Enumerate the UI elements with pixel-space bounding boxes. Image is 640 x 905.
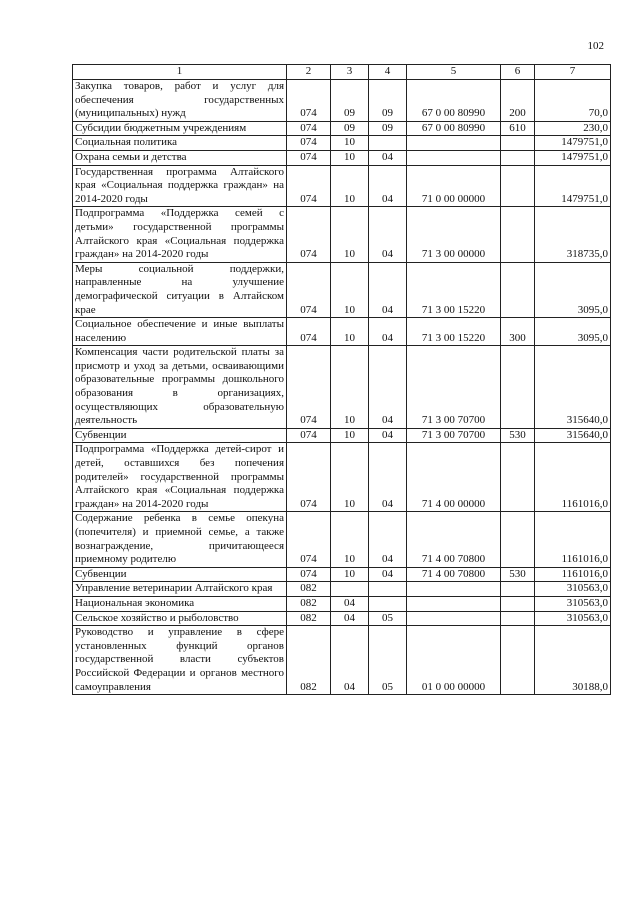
row-subsection-code: 04 xyxy=(369,262,407,317)
row-subsection-code: 09 xyxy=(369,121,407,136)
row-section-code: 10 xyxy=(331,567,369,582)
row-expense-type xyxy=(501,207,535,262)
table-row xyxy=(73,567,611,582)
row-name: Содержание ребенка в семье опекуна (попечителя) и приемной семье, а также вознаграждение, причитающееся приемному родителю xyxy=(73,512,287,567)
row-section-code: 10 xyxy=(331,136,369,151)
row-section-code: 10 xyxy=(331,512,369,567)
row-department-code: 074 xyxy=(287,80,331,122)
table-row xyxy=(73,121,611,136)
header-col-7: 7 xyxy=(535,65,611,80)
row-subsection-code: 05 xyxy=(369,626,407,695)
row-department-code: 074 xyxy=(287,346,331,429)
row-expense-type xyxy=(501,611,535,626)
row-section-code: 10 xyxy=(331,262,369,317)
row-department-code: 074 xyxy=(287,207,331,262)
row-expense-type xyxy=(501,626,535,695)
header-col-6: 6 xyxy=(501,65,535,80)
row-subsection-code: 04 xyxy=(369,318,407,346)
row-target-article xyxy=(407,611,501,626)
row-subsection-code: 04 xyxy=(369,207,407,262)
row-target-article: 71 3 00 70700 xyxy=(407,346,501,429)
row-section-code: 04 xyxy=(331,611,369,626)
row-expense-type: 300 xyxy=(501,318,535,346)
table-row xyxy=(73,626,611,695)
row-subsection-code xyxy=(369,596,407,611)
row-target-article: 71 4 00 70800 xyxy=(407,567,501,582)
row-section-code: 10 xyxy=(331,318,369,346)
header-col-2: 2 xyxy=(287,65,331,80)
row-target-article xyxy=(407,596,501,611)
header-col-5: 5 xyxy=(407,65,501,80)
row-amount: 310563,0 xyxy=(535,596,611,611)
row-expense-type: 610 xyxy=(501,121,535,136)
row-section-code: 10 xyxy=(331,207,369,262)
row-expense-type xyxy=(501,346,535,429)
row-amount: 318735,0 xyxy=(535,207,611,262)
row-subsection-code: 04 xyxy=(369,428,407,443)
row-department-code: 074 xyxy=(287,121,331,136)
row-section-code: 04 xyxy=(331,626,369,695)
row-name: Сельское хозяйство и рыболовство xyxy=(73,611,287,626)
row-amount: 1161016,0 xyxy=(535,443,611,512)
row-target-article: 71 3 00 15220 xyxy=(407,262,501,317)
row-department-code: 074 xyxy=(287,428,331,443)
budget-table xyxy=(72,64,611,695)
header-col-3: 3 xyxy=(331,65,369,80)
row-expense-type: 530 xyxy=(501,567,535,582)
row-subsection-code: 04 xyxy=(369,443,407,512)
row-name: Закупка товаров, работ и услуг для обеспечения государственных (муниципальных) нужд xyxy=(73,80,287,122)
row-subsection-code xyxy=(369,136,407,151)
row-target-article: 71 0 00 00000 xyxy=(407,165,501,207)
row-department-code: 074 xyxy=(287,165,331,207)
row-subsection-code: 04 xyxy=(369,165,407,207)
row-amount: 3095,0 xyxy=(535,318,611,346)
row-department-code: 082 xyxy=(287,596,331,611)
table-row xyxy=(73,150,611,165)
table-row xyxy=(73,165,611,207)
row-name: Социальное обеспечение и иные выплаты населению xyxy=(73,318,287,346)
row-amount: 3095,0 xyxy=(535,262,611,317)
row-name: Управление ветеринарии Алтайского края xyxy=(73,582,287,597)
table-row xyxy=(73,582,611,597)
row-name: Субвенции xyxy=(73,567,287,582)
row-amount: 315640,0 xyxy=(535,428,611,443)
row-department-code: 082 xyxy=(287,626,331,695)
table-row xyxy=(73,596,611,611)
row-target-article xyxy=(407,582,501,597)
table-row xyxy=(73,80,611,122)
row-department-code: 074 xyxy=(287,318,331,346)
row-amount: 30188,0 xyxy=(535,626,611,695)
row-amount: 315640,0 xyxy=(535,346,611,429)
row-target-article: 71 4 00 00000 xyxy=(407,443,501,512)
row-expense-type xyxy=(501,512,535,567)
row-section-code: 10 xyxy=(331,346,369,429)
row-subsection-code: 04 xyxy=(369,150,407,165)
row-section-code xyxy=(331,582,369,597)
header-row xyxy=(73,65,611,80)
row-expense-type xyxy=(501,262,535,317)
row-section-code: 10 xyxy=(331,443,369,512)
row-department-code: 074 xyxy=(287,443,331,512)
row-subsection-code: 04 xyxy=(369,512,407,567)
row-department-code: 082 xyxy=(287,611,331,626)
row-expense-type: 530 xyxy=(501,428,535,443)
row-amount: 1479751,0 xyxy=(535,136,611,151)
row-amount: 1479751,0 xyxy=(535,165,611,207)
row-section-code: 10 xyxy=(331,150,369,165)
table-row xyxy=(73,318,611,346)
row-amount: 1161016,0 xyxy=(535,567,611,582)
row-name: Компенсация части родительской платы за присмотр и уход за детьми, осваивающими образовательные программы дошкольного образования в организациях, осуществляющих образовательную деятельность xyxy=(73,346,287,429)
row-subsection-code xyxy=(369,582,407,597)
row-name: Руководство и управление в сфере установленных функций органов государственной власти субъектов Российской Федерации и органов местного самоуправления xyxy=(73,626,287,695)
table-row xyxy=(73,443,611,512)
row-amount: 310563,0 xyxy=(535,611,611,626)
row-target-article: 67 0 00 80990 xyxy=(407,80,501,122)
table-row xyxy=(73,611,611,626)
row-name: Охрана семьи и детства xyxy=(73,150,287,165)
row-department-code: 074 xyxy=(287,150,331,165)
row-name: Меры социальной поддержки, направленные на улучшение демографической ситуации в Алтайском крае xyxy=(73,262,287,317)
row-expense-type xyxy=(501,150,535,165)
page-number: 102 xyxy=(587,40,604,52)
row-target-article xyxy=(407,136,501,151)
row-amount: 310563,0 xyxy=(535,582,611,597)
row-section-code: 09 xyxy=(331,80,369,122)
row-expense-type xyxy=(501,582,535,597)
row-department-code: 074 xyxy=(287,136,331,151)
row-target-article: 71 3 00 15220 xyxy=(407,318,501,346)
row-expense-type: 200 xyxy=(501,80,535,122)
row-subsection-code: 04 xyxy=(369,567,407,582)
table-row xyxy=(73,428,611,443)
row-name: Социальная политика xyxy=(73,136,287,151)
row-target-article xyxy=(407,150,501,165)
row-name: Субвенции xyxy=(73,428,287,443)
row-department-code: 074 xyxy=(287,567,331,582)
row-department-code: 074 xyxy=(287,512,331,567)
row-amount: 70,0 xyxy=(535,80,611,122)
row-target-article: 71 3 00 00000 xyxy=(407,207,501,262)
row-department-code: 082 xyxy=(287,582,331,597)
table-row xyxy=(73,346,611,429)
row-section-code: 10 xyxy=(331,428,369,443)
row-department-code: 074 xyxy=(287,262,331,317)
row-subsection-code: 05 xyxy=(369,611,407,626)
row-target-article: 71 4 00 70800 xyxy=(407,512,501,567)
row-target-article: 71 3 00 70700 xyxy=(407,428,501,443)
row-name: Подпрограмма «Поддержка семей с детьми» государственной программы Алтайского края «Социальная поддержка граждан» на 2014-2020 годы xyxy=(73,207,287,262)
row-target-article: 01 0 00 00000 xyxy=(407,626,501,695)
row-section-code: 10 xyxy=(331,165,369,207)
header-col-4: 4 xyxy=(369,65,407,80)
table-row xyxy=(73,136,611,151)
row-name: Субсидии бюджетным учреждениям xyxy=(73,121,287,136)
row-name: Подпрограмма «Поддержка детей-сирот и детей, оставшихся без попечения родителей» государственной программы Алтайского края «Социальная поддержка граждан» на 2014-2020 годы xyxy=(73,443,287,512)
table-row xyxy=(73,207,611,262)
row-target-article: 67 0 00 80990 xyxy=(407,121,501,136)
table-row xyxy=(73,262,611,317)
row-name: Национальная экономика xyxy=(73,596,287,611)
row-expense-type xyxy=(501,136,535,151)
row-expense-type xyxy=(501,596,535,611)
row-subsection-code: 09 xyxy=(369,80,407,122)
row-amount: 1479751,0 xyxy=(535,150,611,165)
row-expense-type xyxy=(501,443,535,512)
row-name: Государственная программа Алтайского края «Социальная поддержка граждан» на 2014-2020 годы xyxy=(73,165,287,207)
row-section-code: 09 xyxy=(331,121,369,136)
header-col-1: 1 xyxy=(73,65,287,80)
row-subsection-code: 04 xyxy=(369,346,407,429)
row-amount: 230,0 xyxy=(535,121,611,136)
table-row xyxy=(73,512,611,567)
row-section-code: 04 xyxy=(331,596,369,611)
row-expense-type xyxy=(501,165,535,207)
row-amount: 1161016,0 xyxy=(535,512,611,567)
